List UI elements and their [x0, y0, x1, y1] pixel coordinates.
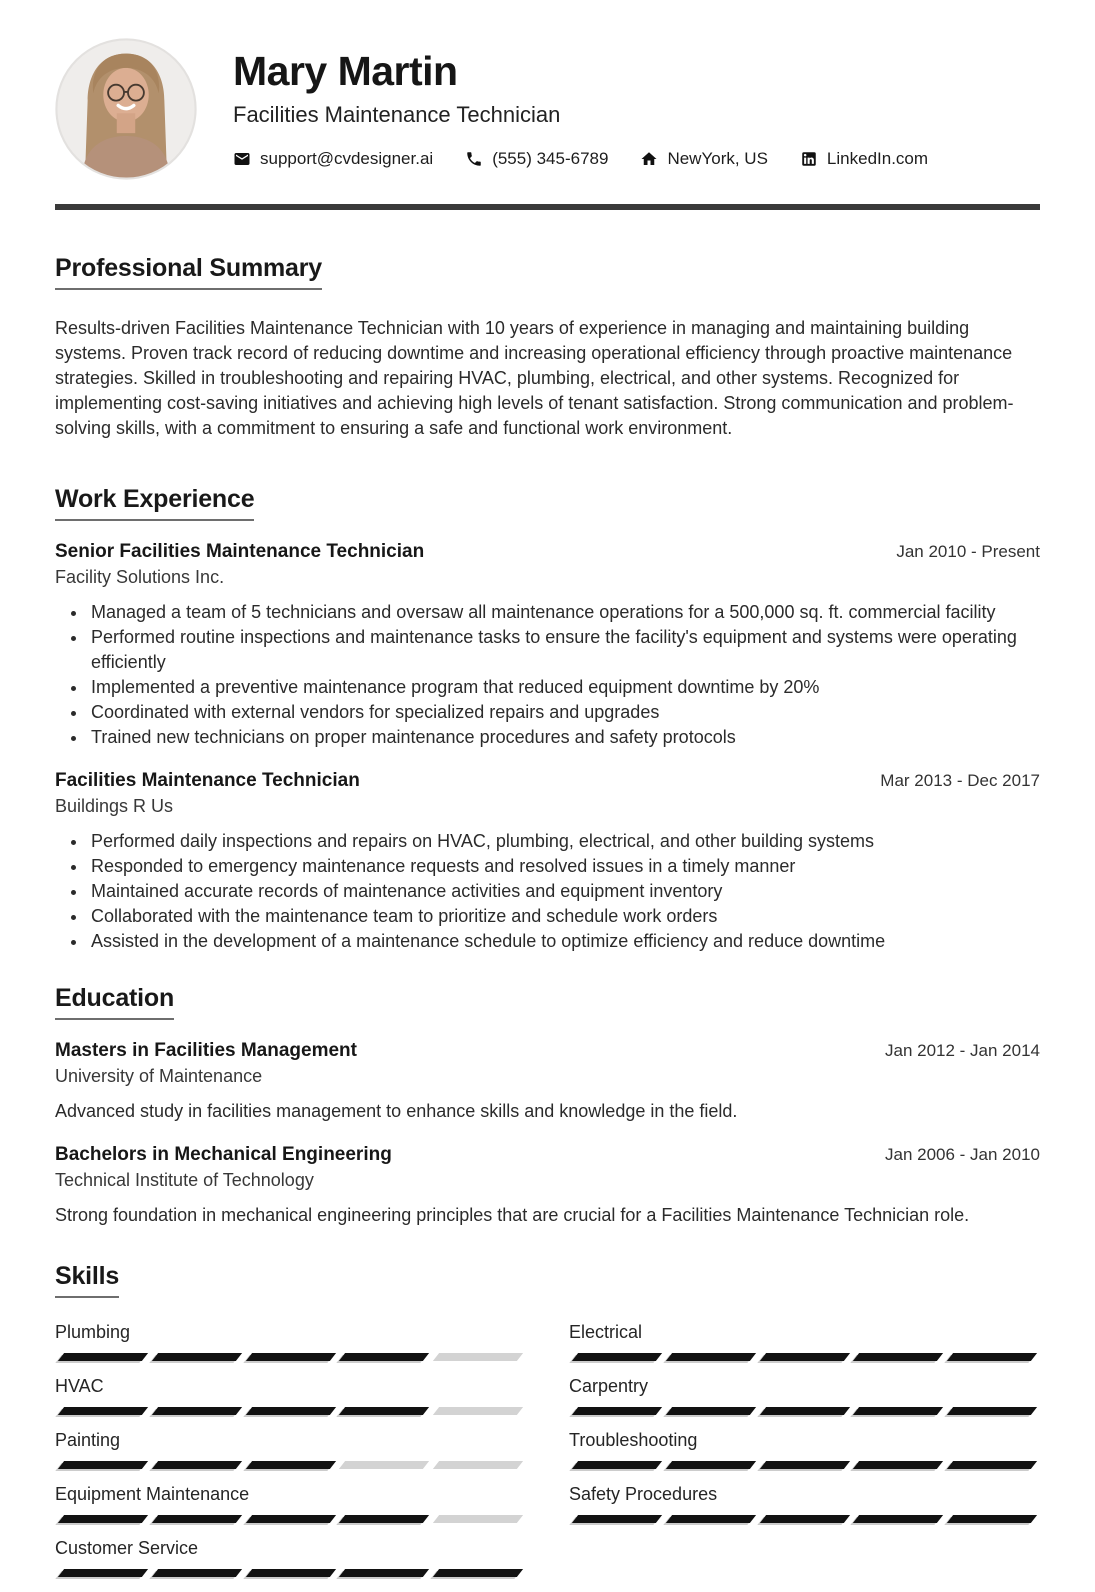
person-name: Mary Martin [233, 48, 458, 95]
skill-label: HVAC [55, 1376, 104, 1396]
degree-title: Bachelors in Mechanical Engineering [55, 1144, 392, 1165]
bullet-item: • Trained new technicians on proper maintenance procedures and safety protocols [88, 725, 1040, 750]
skill-item [55, 1376, 526, 1415]
degree-dates: Jan 2012 - Jan 2014 [884, 1041, 1040, 1060]
avatar-photo-icon [55, 38, 197, 180]
skill-level-bar [569, 1407, 1040, 1415]
email-icon [233, 150, 251, 168]
bullet-item: • Collaborated with the maintenance team to prioritize and schedule work orders [88, 904, 1040, 929]
skill-bar-segment [245, 1515, 335, 1523]
skill-bar-segment [152, 1461, 242, 1469]
job-bullet-list [55, 600, 1040, 750]
skill-label: Safety Procedures [569, 1484, 718, 1504]
skill-label: Carpentry [569, 1376, 649, 1396]
job-company: Buildings R Us [55, 796, 174, 816]
job-title: Facilities Maintenance Technician [55, 770, 360, 791]
degree-dates: Jan 2006 - Jan 2010 [884, 1145, 1040, 1164]
skill-bar-segment [58, 1461, 148, 1469]
bullet-item: • Responded to emergency maintenance requests and resolved issues in a timely manner [88, 854, 1040, 879]
skills-column-right [569, 1322, 1040, 1592]
degree-school: Technical Institute of Technology [55, 1170, 314, 1190]
skills-grid [55, 1322, 1040, 1592]
section-work-experience [55, 485, 1040, 954]
degree-entry [55, 1040, 1040, 1124]
skill-level-bar [569, 1353, 1040, 1361]
skill-bar-segment [853, 1353, 943, 1361]
linkedin-icon [800, 150, 818, 168]
contact-phone-text: (555) 345-6789 [492, 148, 609, 168]
skill-bar-segment [853, 1461, 943, 1469]
skills-column-left [55, 1322, 526, 1592]
skills-heading: Skills [55, 1262, 119, 1298]
contact-email [233, 149, 433, 169]
skill-level-bar [569, 1461, 1040, 1469]
skill-bar-segment [152, 1407, 242, 1415]
contact-location [640, 149, 767, 169]
skill-level-bar [55, 1353, 526, 1361]
bullet-item: • Performed routine inspections and maintenance tasks to ensure the facility's equipment and systems were operating efficiently [88, 625, 1040, 675]
skill-label: Painting [55, 1430, 121, 1450]
avatar [55, 38, 197, 180]
degree-description: Strong foundation in mechanical engineering principles that are crucial for a Facilities Maintenance Technician role. [55, 1205, 970, 1225]
skill-item [569, 1484, 1040, 1523]
skill-bar-segment [947, 1515, 1037, 1523]
degree-school: University of Maintenance [55, 1066, 263, 1086]
skill-bar-segment [152, 1569, 242, 1577]
skill-bar-segment [666, 1353, 756, 1361]
skill-item [569, 1322, 1040, 1361]
bullet-item: • Coordinated with external vendors for specialized repairs and upgrades [88, 700, 1040, 725]
skill-bar-segment [58, 1353, 148, 1361]
skill-bar-segment [339, 1515, 429, 1523]
contact-linkedin [800, 149, 928, 169]
skill-bar-segment [759, 1353, 849, 1361]
bullet-item: • Implemented a preventive maintenance program that reduced equipment downtime by 20% [88, 675, 1040, 700]
skill-level-bar [55, 1569, 526, 1577]
skill-bar-segment [339, 1353, 429, 1361]
skill-bar-segment [245, 1407, 335, 1415]
phone-icon [465, 150, 483, 168]
skill-bar-segment [666, 1515, 756, 1523]
contact-linkedin-text: LinkedIn.com [826, 148, 929, 168]
job-entry [55, 770, 1040, 954]
experience-heading: Work Experience [55, 485, 254, 521]
contact-location-text: NewYork, US [667, 148, 768, 168]
person-job-title: Facilities Maintenance Technician [233, 101, 561, 127]
skill-item [569, 1430, 1040, 1469]
skill-bar-segment [152, 1353, 242, 1361]
job-title: Senior Facilities Maintenance Technician [55, 541, 425, 562]
skill-bar-segment [759, 1407, 849, 1415]
skill-bar-segment [58, 1569, 148, 1577]
skill-bar-segment [58, 1515, 148, 1523]
education-heading: Education [55, 984, 174, 1020]
skill-bar-segment [572, 1407, 662, 1415]
skill-bar-segment [339, 1407, 429, 1415]
skill-level-bar [55, 1407, 526, 1415]
header-divider [55, 204, 1040, 210]
skill-level-bar [55, 1515, 526, 1523]
skill-item [55, 1322, 526, 1361]
skill-item [55, 1430, 526, 1469]
skill-bar-segment [947, 1461, 1037, 1469]
summary-heading: Professional Summary [55, 254, 322, 290]
bullet-item: • Maintained accurate records of maintenance activities and equipment inventory [88, 879, 1040, 904]
skill-bar-segment [572, 1515, 662, 1523]
section-skills [55, 1262, 1040, 1592]
skill-bar-segment [759, 1461, 849, 1469]
bullet-item: • Assisted in the development of a maintenance schedule to optimize efficiency and reduce downtime [88, 929, 1040, 954]
skill-bar-segment [853, 1407, 943, 1415]
section-education [55, 984, 1040, 1228]
home-icon [640, 150, 658, 168]
skill-bar-segment [759, 1515, 849, 1523]
skill-bar-segment [433, 1407, 523, 1415]
job-bullet-list [55, 829, 1040, 954]
contact-row [233, 149, 1040, 169]
skill-item [55, 1484, 526, 1523]
summary-text: Results-driven Facilities Maintenance Technician with 10 years of experience in managing and maintaining building systems. Proven track record of reducing downtime and increasing operational efficiency through proactive maintenance strategies. Skilled in troubleshooting and repairing HVAC, plumbing, electrical, and other systems. Recognized for implementing cost-saving initiatives and achieving high levels of tenant satisfaction. Strong communication and problem-solving skills, with a commitment to ensuring a safe and functional work environment. [55, 318, 1014, 438]
skill-bar-segment [666, 1407, 756, 1415]
skill-bar-segment [245, 1353, 335, 1361]
skill-bar-segment [339, 1569, 429, 1577]
skill-bar-segment [152, 1515, 242, 1523]
skill-bar-segment [947, 1353, 1037, 1361]
skill-bar-segment [245, 1569, 335, 1577]
skill-item [569, 1376, 1040, 1415]
degree-title: Masters in Facilities Management [55, 1040, 357, 1061]
skill-bar-segment [666, 1461, 756, 1469]
skill-level-bar [569, 1515, 1040, 1523]
skill-bar-segment [853, 1515, 943, 1523]
resume-header [55, 38, 1040, 180]
contact-email-text: support@cvdesigner.ai [260, 148, 434, 168]
degree-entry [55, 1144, 1040, 1228]
skill-bar-segment [572, 1461, 662, 1469]
skill-bar-segment [433, 1461, 523, 1469]
degree-description: Advanced study in facilities management to enhance skills and knowledge in the field. [55, 1101, 738, 1121]
skill-level-bar [55, 1461, 526, 1469]
skill-bar-segment [947, 1407, 1037, 1415]
skill-bar-segment [339, 1461, 429, 1469]
contact-phone [465, 149, 608, 169]
bullet-item: • Managed a team of 5 technicians and oversaw all maintenance operations for a 500,000 sq. ft. commercial facility [88, 600, 1040, 625]
skill-bar-segment [58, 1407, 148, 1415]
section-professional-summary [55, 254, 1040, 441]
skill-label: Troubleshooting [569, 1430, 698, 1450]
skill-label: Customer Service [55, 1538, 199, 1558]
job-dates: Mar 2013 - Dec 2017 [880, 771, 1040, 790]
skill-bar-segment [245, 1461, 335, 1469]
job-entry [55, 541, 1040, 750]
job-company: Facility Solutions Inc. [55, 567, 225, 587]
skill-bar-segment [433, 1353, 523, 1361]
skill-bar-segment [572, 1353, 662, 1361]
skill-label: Electrical [569, 1322, 643, 1342]
job-dates: Jan 2010 - Present [896, 542, 1040, 561]
bullet-item: • Performed daily inspections and repairs on HVAC, plumbing, electrical, and other building systems [88, 829, 1040, 854]
skill-label: Equipment Maintenance [55, 1484, 250, 1504]
skill-bar-segment [433, 1569, 523, 1577]
skill-item [55, 1538, 526, 1577]
skill-bar-segment [433, 1515, 523, 1523]
skill-label: Plumbing [55, 1322, 131, 1342]
